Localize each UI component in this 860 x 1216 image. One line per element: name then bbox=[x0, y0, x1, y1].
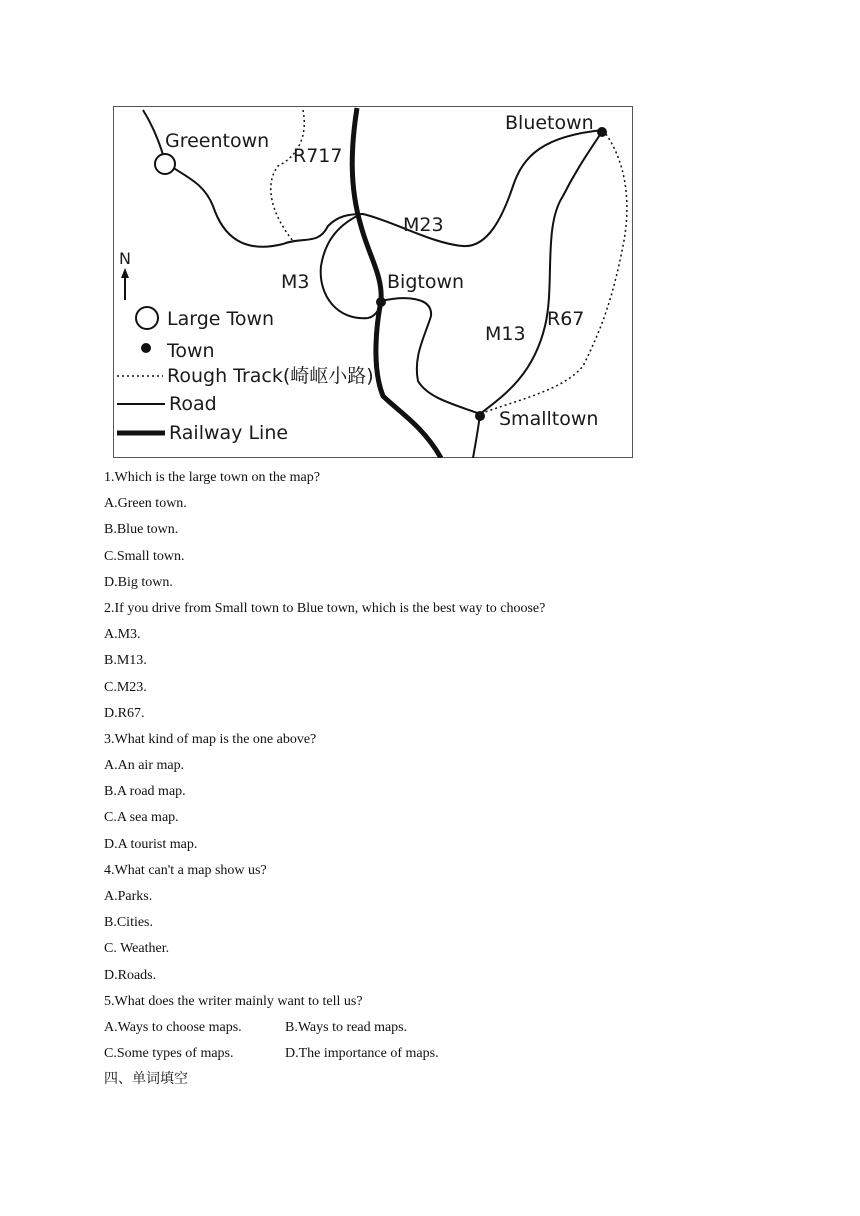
question-1-option-d: D.Big town. bbox=[104, 574, 173, 590]
question-1-stem: 1.Which is the large town on the map? bbox=[104, 470, 320, 485]
question-4-option-a: A.Parks. bbox=[104, 889, 153, 904]
label-smalltown: Smalltown bbox=[499, 408, 599, 430]
question-2-option-b: B.M13. bbox=[104, 653, 147, 669]
question-5-option-b: B.Ways to read maps. bbox=[285, 1019, 408, 1035]
question-4-option-c: C. Weather. bbox=[104, 941, 170, 957]
question-5-options-row-2 bbox=[104, 1044, 804, 1070]
question-1-option-c: C.Small town. bbox=[104, 548, 185, 564]
question-2-stem: 2.If you drive from Small town to Blue town, which is the best way to choose? bbox=[104, 600, 546, 616]
section-heading: 四、单词填空 bbox=[104, 1072, 188, 1088]
question-5-options-row-1 bbox=[104, 1018, 804, 1044]
question-2-option-a: A.M3. bbox=[104, 627, 141, 643]
legend-rough-track: Rough Track(崎岖小路) bbox=[167, 365, 374, 387]
label-m23: M23 bbox=[403, 214, 444, 236]
legend-railway: Railway Line bbox=[169, 422, 289, 444]
label-r717: R717 bbox=[293, 145, 343, 167]
label-greentown: Greentown bbox=[165, 130, 270, 152]
question-4-stem: 4.What can't a map show us? bbox=[104, 862, 267, 878]
legend-large-town-icon bbox=[136, 307, 158, 329]
legend-town-icon bbox=[141, 343, 151, 353]
label-bluetown: Bluetown bbox=[505, 112, 594, 134]
question-3-option-a: A.An air map. bbox=[104, 758, 185, 774]
question-1-option-a: A.Green town. bbox=[104, 496, 187, 512]
road-map-figure bbox=[113, 106, 633, 458]
bigtown-marker bbox=[376, 297, 386, 307]
question-5-stem: 5.What does the writer mainly want to tell us? bbox=[104, 993, 363, 1009]
question-list bbox=[104, 468, 804, 1097]
question-3-stem: 3.What kind of map is the one above? bbox=[104, 731, 317, 747]
question-3-option-c: C.A sea map. bbox=[104, 810, 179, 826]
question-2-option-d: D.R67. bbox=[104, 705, 145, 721]
road-map-svg bbox=[113, 106, 633, 458]
bluetown-marker bbox=[597, 127, 607, 137]
greentown-marker bbox=[155, 154, 175, 174]
legend-road: Road bbox=[169, 393, 217, 415]
question-4-option-b: B.Cities. bbox=[104, 915, 154, 931]
question-5-option-d: D.The importance of maps. bbox=[285, 1046, 439, 1062]
question-5-option-c: C.Some types of maps. bbox=[104, 1046, 234, 1062]
north-label: N bbox=[119, 249, 131, 268]
legend-large-town: Large Town bbox=[167, 308, 275, 330]
label-bigtown: Bigtown bbox=[387, 271, 465, 293]
label-m13: M13 bbox=[485, 323, 526, 345]
question-3-option-d: D.A tourist map. bbox=[104, 836, 198, 852]
smalltown-marker bbox=[475, 411, 485, 421]
label-m3: M3 bbox=[281, 271, 310, 293]
question-3-option-b: B.A road map. bbox=[104, 784, 186, 800]
question-1-option-b: B.Blue town. bbox=[104, 522, 179, 538]
question-5-option-a: A.Ways to choose maps. bbox=[104, 1019, 242, 1035]
label-r67: R67 bbox=[547, 308, 585, 330]
question-2-option-c: C.M23. bbox=[104, 679, 147, 695]
question-4-option-d: D.Roads. bbox=[104, 967, 157, 983]
legend-town: Town bbox=[167, 340, 215, 362]
